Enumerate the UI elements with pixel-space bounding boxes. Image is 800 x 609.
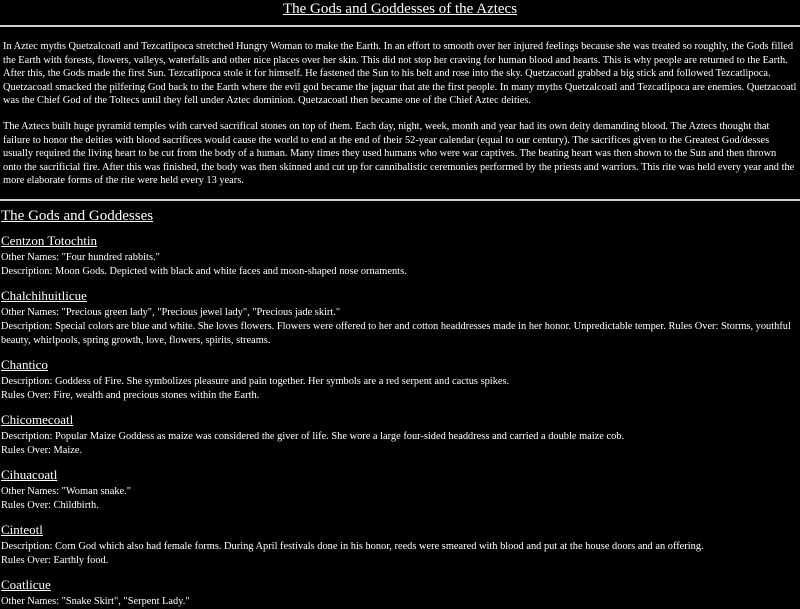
deity-name: Coatlicue <box>1 576 51 592</box>
deity-entry <box>1 233 797 279</box>
deity-line: Description: Special colors are blue and white. She loves flowers. Flowers were offered to her and cotton headdresses made in her honor. Unpredictable temper. Rules Over: Storms, youthful beauty, whirlpools, spring growth, love, flowers, spirits, streams. <box>1 320 791 346</box>
deity-entry <box>1 288 797 348</box>
deity-line: Rules Over: Fire, wealth and precious stones within the Earth. <box>1 389 260 401</box>
deity-line: Other Names: "Four hundred rabbits." <box>1 251 160 263</box>
deity-name: Cinteotl <box>1 521 43 537</box>
intro <box>3 40 797 188</box>
deity-line: Other Names: "Precious green lady", "Precious jewel lady", "Precious jade skirt." <box>1 306 341 318</box>
deity-entry <box>1 522 797 568</box>
deity-name: Chantico <box>1 356 48 372</box>
deity-name: Chalchihuitlicue <box>1 287 87 303</box>
deity-line: Rules Over: Childbirth. <box>1 499 99 511</box>
deity-name: Centzon Totochtin <box>1 232 97 248</box>
deity-name: Cihuacoatl <box>1 466 58 482</box>
intro-paragraph: In Aztec myths Quetzalcoatl and Tezcatlipoca stretched Hungry Woman to make the Earth. In an effort to smooth over her injured feelings because she was treated so roughly, the Gods filled the Earth with forests, flowers, valleys, waterfalls and other nice places over her skin. This did not stop her craving for human blood and hearts. This is why people are returned to the Earth. After this, the Gods made the first Sun. Tezcatlipoca stole it for himself. He fastened the Sun to his belt and rose into the sky. Quetzacoatl grabbed a big stick and followed Tezcatlipoca. Quetzacoatl smacked the pilfering God back to the Earth where the evil god became the jaguar that ate the first people. In many myths Quetzalcoatl and Tezcatlipoca are enemies. Quetzacoatl was the Chief God of the Toltecs until they fell under Aztec dominion. Quetzacoatl then became one of the Chief Aztec deities. <box>3 41 797 107</box>
deity-line: Description: Goddess of Fire. She symbolizes pleasure and pain together. Her symbols are a red serpent and cactus spikes. <box>1 375 510 387</box>
deity-line: Rules Over: Earthly food. <box>1 554 109 566</box>
deity-line: Rules Over: Maize. <box>1 444 83 456</box>
section-divider <box>0 199 800 201</box>
deity-line: Description: Corn God which also had female forms. During April festivals done in his honor, reeds were smeared with blood and put at the house doors and an offering. <box>1 540 704 552</box>
deity-entry <box>1 577 797 609</box>
section-title: The Gods and Goddesses <box>1 207 154 224</box>
deity-entry <box>1 412 797 458</box>
deity-line: Description: Moon Gods. Depicted with black and white faces and moon-shaped nose ornaments. <box>1 265 407 277</box>
deity-name: Chicomecoatl <box>1 411 74 427</box>
deity-line: Other Names: "Woman snake." <box>1 485 131 497</box>
title-divider <box>0 25 800 27</box>
intro-paragraph: The Aztecs built huge pyramid temples with carved sacrifical stones on top of them. Each day, night, week, month and year had its own deity demanding blood. The Aztecs thought that failure to honor the deities with blood sacrifices would cause the world to end at the end of their 52-year calendar (equal to our century). The sacrifices given to the Greatest God/desses usually required the living heart to be cut from the body of a human. Many times they used humans who were war captives. The beating heart was then shown to the Sun and then thrown onto the sacrificial fire. After this was finished, the body was then skinned and cut up for cannibalistic ceremonies performed by the priests and warriors. This rite was held every year and the more elaborate forms of the rite were held every 13 years. <box>3 120 795 187</box>
deity-line: Other Names: "Snake Skirt", "Serpent Lady." <box>1 595 190 607</box>
page-title: The Gods and Goddesses of the Aztecs <box>282 1 518 17</box>
deity-entry <box>1 467 797 513</box>
deity-line: Description: Popular Maize Goddess as maize was considered the giver of life. She wore a large four-sided headdress and carried a double maize cob. <box>1 430 625 442</box>
deity-entry <box>1 357 797 403</box>
